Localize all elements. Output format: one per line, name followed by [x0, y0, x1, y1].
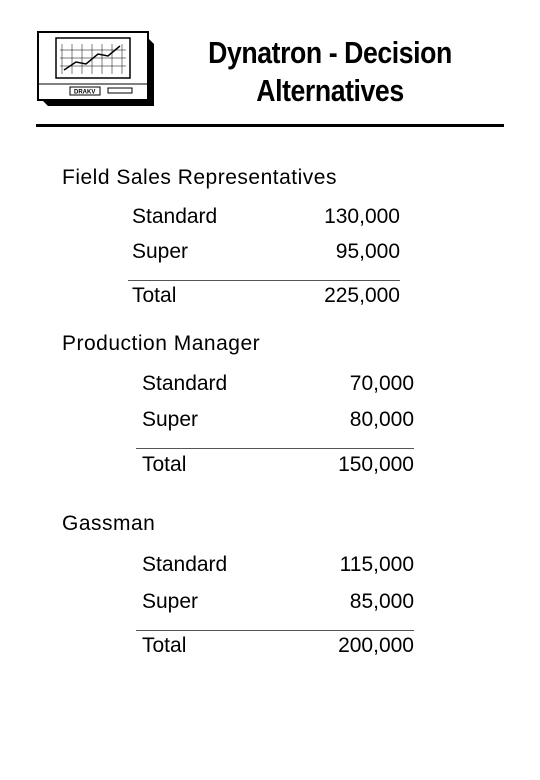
row-label: Super	[142, 408, 199, 431]
section-heading-production-manager: Production Manager	[62, 332, 261, 355]
section-heading-field-sales: Field Sales Representatives	[62, 166, 337, 189]
row-super	[142, 408, 414, 434]
header-divider	[36, 124, 504, 127]
row-total	[142, 453, 414, 479]
sum-divider	[128, 280, 400, 281]
total-label: Total	[132, 284, 177, 307]
row-label: Standard	[132, 205, 218, 228]
row-value: 85,000	[349, 590, 414, 613]
row-total	[132, 284, 400, 310]
total-value: 225,000	[324, 284, 400, 307]
row-standard	[142, 372, 414, 398]
row-label: Super	[132, 240, 189, 263]
title-line-2: Alternatives	[256, 73, 404, 108]
row-super	[142, 590, 414, 616]
row-value: 95,000	[335, 240, 400, 263]
row-value: 70,000	[349, 372, 414, 395]
total-label: Total	[142, 453, 187, 476]
sum-divider	[136, 630, 414, 631]
section-heading-gassman: Gassman	[62, 512, 156, 535]
computer-logo-icon	[36, 30, 156, 110]
sum-divider	[136, 448, 414, 449]
row-super	[132, 240, 400, 266]
row-label: Super	[142, 590, 199, 613]
row-value: 115,000	[339, 553, 414, 576]
row-label: Standard	[142, 553, 228, 576]
row-standard	[142, 553, 414, 579]
row-label: Standard	[142, 372, 228, 395]
total-value: 200,000	[338, 634, 414, 657]
row-value: 130,000	[324, 205, 400, 228]
row-total	[142, 634, 414, 660]
title-line-1: Dynatron - Decision	[208, 35, 452, 70]
total-label: Total	[142, 634, 187, 657]
page-title	[192, 34, 467, 110]
logo-label: DRAKV	[74, 89, 96, 96]
row-value: 80,000	[349, 408, 414, 431]
total-value: 150,000	[338, 453, 414, 476]
row-standard	[132, 205, 400, 231]
